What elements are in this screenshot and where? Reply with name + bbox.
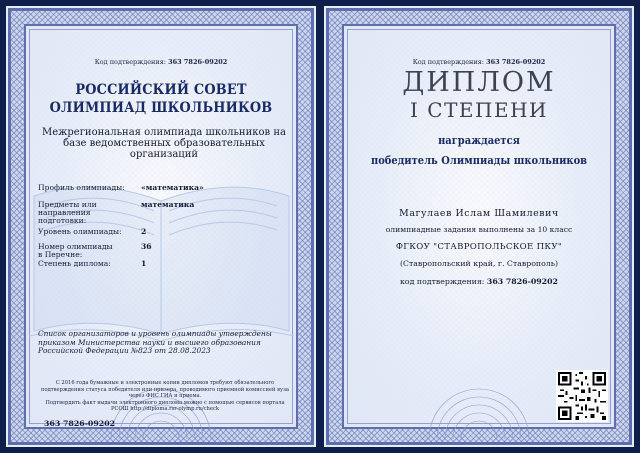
degree-label: Степень диплома: (38, 259, 111, 268)
code-value: 363 7826-09202 (168, 58, 228, 66)
council-title (18, 82, 303, 117)
participant-name: Магулаев Ислам Шамилевич (399, 208, 559, 219)
confirm-label: код подтверждения: (400, 277, 485, 286)
legal-note-line1: С 2016 года бумажные и электронные копии дипломов требуют обязательного подтверждения статуса победителя или призера, проводимого приемной комиссией вуза через ФИС ГИА и приема. (40, 380, 290, 399)
code-label: Код подтверждения: (94, 58, 166, 66)
winner-status: победитель Олимпиады школьников (370, 154, 588, 167)
level-label: Уровень олимпиады: (38, 227, 122, 236)
list-number-label: Номер олимпиады в Перечне: (38, 242, 113, 259)
awarded-text: награждается (438, 134, 520, 147)
degree-title: I СТЕПЕНИ (410, 98, 548, 122)
legal-note (36, 380, 294, 413)
grade-completed-text: олимпиадные задания выполнены за 10 класс (385, 225, 573, 234)
rosette-ornament (419, 379, 539, 439)
council-title-line2: ОЛИМПИАД ШКОЛЬНИКОВ (49, 99, 273, 116)
qr-code[interactable] (556, 370, 608, 422)
bottom-confirmation-code: 363 7826-09202 (44, 419, 116, 428)
confirmation-code-line (324, 277, 634, 286)
school-region: (Ставропольский край, г. Ставрополь) (399, 259, 559, 268)
diploma-award-sheet (324, 6, 634, 447)
code-value: 363 7826-09202 (486, 58, 546, 66)
code-label: Код подтверждения: (412, 58, 484, 66)
profile-value: «математика» (141, 183, 204, 192)
school-name: ФГКОУ "СТАВРОПОЛЬСКОЕ ПКУ" (395, 242, 563, 252)
confirmation-code-header (324, 58, 634, 66)
olympiad-name: Межрегиональная олимпиада школьников на базе ведомственных образовательных организаций (42, 127, 286, 160)
diploma-title: ДИПЛОМ (402, 67, 556, 98)
confirmation-code-header (6, 58, 316, 66)
organizers-order-text: Список организаторов и уровень олимпиады утверждены приказом Министерства науки и высшего образования Российской Федерации №823 от 28.08.2023 (38, 329, 272, 356)
council-title-line1: РОССИЙСКИЙ СОВЕТ (75, 82, 247, 98)
qr-code-icon (558, 372, 606, 420)
level-value: 2 (141, 227, 147, 236)
profile-label: Профиль олимпиады: (38, 183, 125, 192)
list-number-value: 36 (141, 242, 152, 251)
confirm-value: 363 7826-09202 (486, 277, 558, 286)
subjects-label: Предметы или направления подготовки: (38, 200, 97, 225)
degree-value: 1 (141, 259, 147, 268)
legal-note-line2: Подтвердить факт выдачи электронного диплома можно с помощью сервисов портала РСОШ http://diploma.rsr-olymp.ru/check (45, 399, 285, 412)
subjects-value: математика (141, 200, 195, 209)
diploma-info-sheet (6, 6, 316, 447)
